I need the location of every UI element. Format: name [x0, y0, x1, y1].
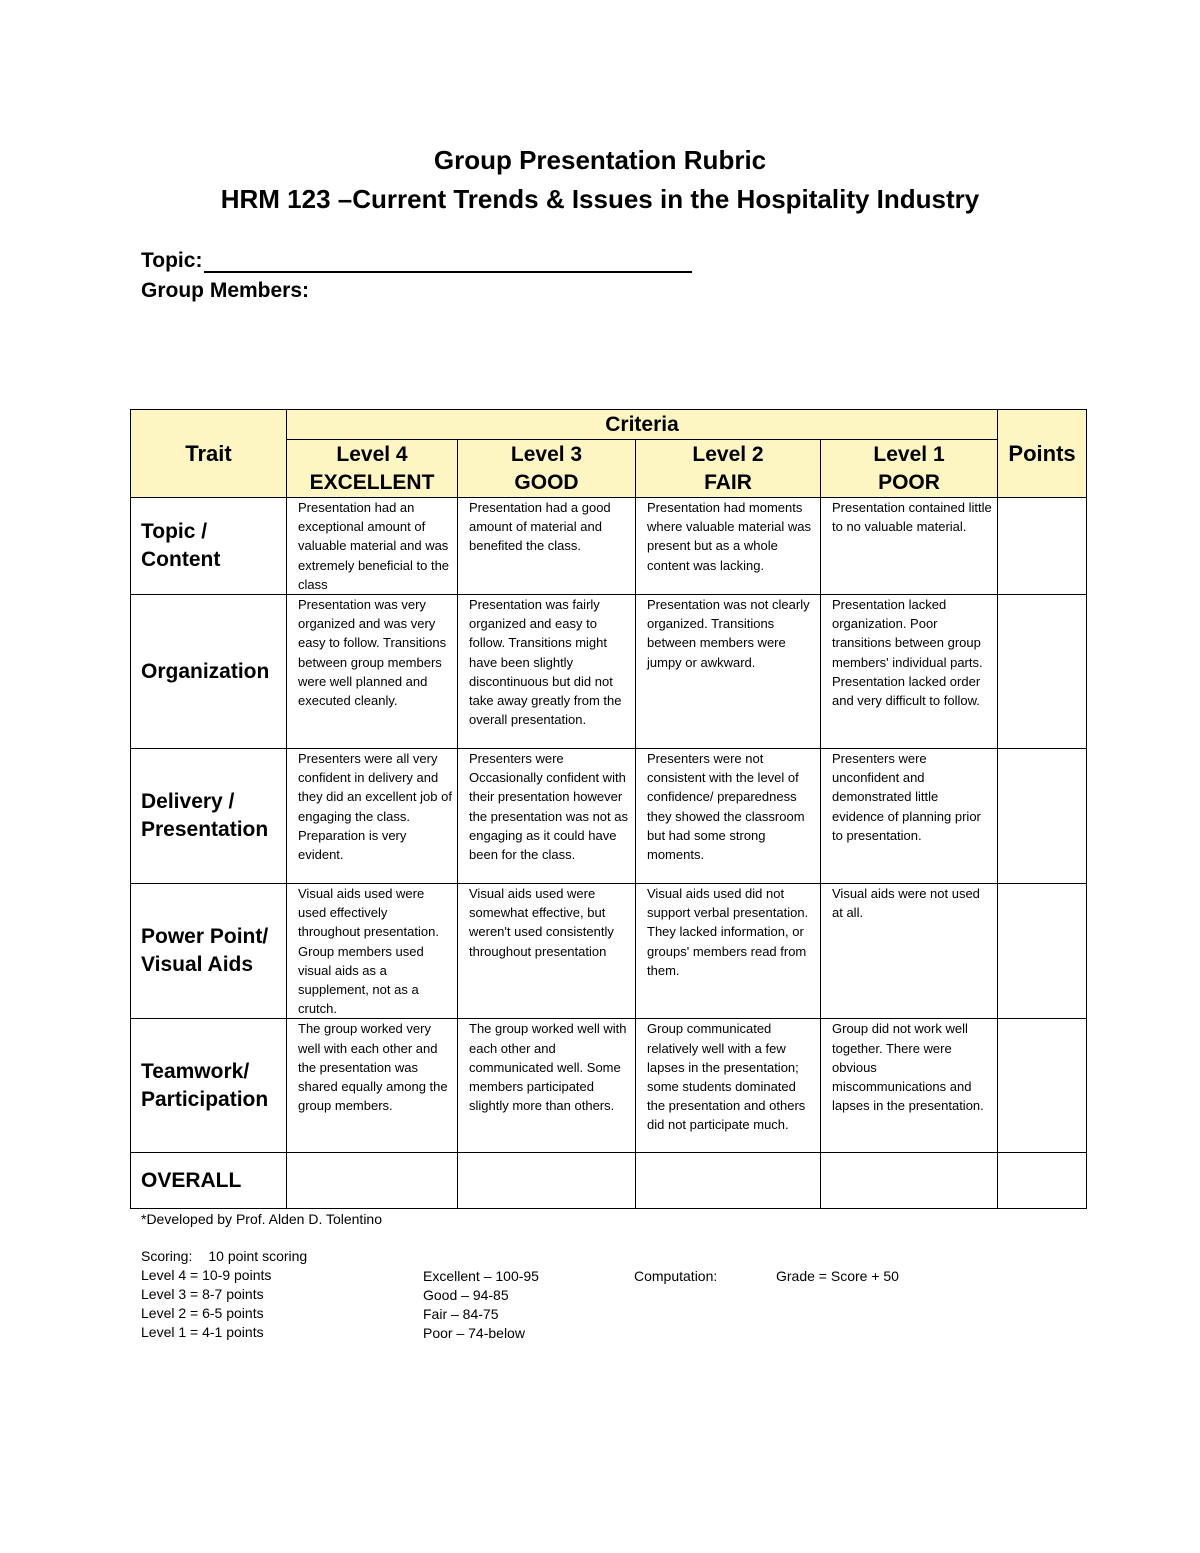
overall-cell[interactable]: [458, 1153, 636, 1209]
page-subtitle: HRM 123 –Current Trends & Issues in the Hospitality Industry: [220, 184, 980, 214]
table-row: [131, 595, 1087, 749]
level-4-header: [287, 440, 458, 498]
topic-field[interactable]: [141, 249, 692, 273]
criteria-cell: Presentation had an exceptional amount of valuable material and was extremely beneficial to the class: [287, 498, 458, 595]
overall-label: OVERALL: [131, 1153, 287, 1209]
criteria-cell: Visual aids used were used effectively throughout presentation. Group members used visual aids as a supplement, not as a crutch.: [287, 884, 458, 1019]
trait-delivery-presentation: [131, 749, 287, 884]
trait-label: Organization: [141, 659, 270, 683]
criteria-cell: The group worked very well with each other and the presentation was shared equally among the group members.: [287, 1019, 458, 1153]
level-label: Level 2: [692, 442, 764, 466]
computation-label: Computation:: [634, 1268, 718, 1284]
trait-organization: [131, 595, 287, 749]
level-2-header: [636, 440, 821, 498]
group-members-label: Group Members:: [141, 279, 310, 302]
scoring-heading-label: Scoring:: [141, 1248, 193, 1264]
trait-teamwork-participation: [131, 1019, 287, 1153]
scoring-grades: [423, 1267, 539, 1343]
overall-cell[interactable]: [821, 1153, 998, 1209]
scoring-grade: Excellent – 100-95: [423, 1268, 539, 1284]
criteria-cell: Visual aids used did not support verbal presentation. They lacked information, or groups' members read from them.: [636, 884, 821, 1019]
criteria-header: Criteria: [287, 410, 998, 440]
criteria-cell: The group worked well with each other and communicated well. Some members participated slightly more than others.: [458, 1019, 636, 1153]
criteria-cell: Presentation was very organized and was very easy to follow. Transitions between group members were well planned and executed cleanly.: [287, 595, 458, 749]
page-title: Group Presentation Rubric: [433, 145, 767, 175]
points-cell[interactable]: [998, 595, 1087, 749]
scoring-level: Level 1 = 4-1 points: [141, 1324, 264, 1340]
criteria-cell: Presenters were Occasionally confident with their presentation however the presentation was not as engaging as it could have been for the class.: [458, 749, 636, 884]
overall-cell[interactable]: [636, 1153, 821, 1209]
level-1-header: [821, 440, 998, 498]
criteria-cell: Presentation was not clearly organized. Transitions between members were jumpy or awkward.: [636, 595, 821, 749]
scoring-grade: Fair – 84-75: [423, 1306, 499, 1322]
table-row-overall: [131, 1153, 1087, 1209]
criteria-cell: Presentation was fairly organized and easy to follow. Transitions might have been slightly discontinuous but did not take away greatly from the overall presentation.: [458, 595, 636, 749]
points-cell[interactable]: [998, 1019, 1087, 1153]
trait-label: Participation: [141, 1087, 269, 1111]
table-row: [131, 884, 1087, 1019]
rubric-table: [130, 409, 1087, 1209]
criteria-cell: Group communicated relatively well with a few lapses in the presentation; some students dominated the presentation and others did not participate much.: [636, 1019, 821, 1153]
scoring-grade: Good – 94-85: [423, 1287, 509, 1303]
criteria-cell: Presentation had a good amount of material and benefited the class.: [458, 498, 636, 595]
points-cell[interactable]: [998, 749, 1087, 884]
criteria-cell: Presentation had moments where valuable material was present but as a whole content was lacking.: [636, 498, 821, 595]
criteria-cell: Presentation lacked organization. Poor transitions between group members' individual parts. Presentation lacked order and very difficult to follow.: [821, 595, 998, 749]
trait-label: Delivery /: [141, 790, 235, 814]
trait-label: Visual Aids: [141, 953, 254, 977]
trait-label: Presentation: [141, 818, 269, 842]
scoring-levels: [141, 1247, 307, 1342]
trait-header: Trait: [131, 410, 287, 498]
scoring-heading-value: 10 point scoring: [208, 1248, 308, 1264]
trait-power-point-visual-aids: [131, 884, 287, 1019]
scoring-level: Level 2 = 6-5 points: [141, 1305, 264, 1321]
criteria-cell: Presenters were all very confident in delivery and they did an excellent job of engaging the class. Preparation is very evident.: [287, 749, 458, 884]
computation-formula: Grade = Score + 50: [776, 1268, 899, 1284]
points-cell[interactable]: [998, 498, 1087, 595]
points-cell[interactable]: [998, 884, 1087, 1019]
criteria-cell: Visual aids were not used at all.: [821, 884, 998, 1019]
level-label: Level 3: [510, 442, 583, 466]
table-row: [131, 498, 1087, 595]
scoring-heading: [141, 1247, 307, 1266]
scoring-level: Level 3 = 8-7 points: [141, 1286, 264, 1302]
trait-topic-content: [131, 498, 287, 595]
trait-label: Content: [141, 548, 221, 571]
topic-blank-line[interactable]: [204, 251, 692, 273]
table-row: [131, 749, 1087, 884]
developer-footnote: *Developed by Prof. Alden D. Tolentino: [141, 1211, 383, 1227]
topic-label: Topic:: [141, 249, 203, 272]
level-rating: FAIR: [704, 470, 752, 494]
criteria-cell: Group did not work well together. There were obvious miscommunications and lapses in the presentation.: [821, 1019, 998, 1153]
criteria-cell: Presentation contained little to no valuable material.: [821, 498, 998, 595]
level-3-header: [458, 440, 636, 498]
level-label: Level 1: [873, 442, 945, 466]
points-header: Points: [998, 410, 1087, 498]
overall-points-cell[interactable]: [998, 1153, 1087, 1209]
criteria-cell: Visual aids used were somewhat effective, but weren't used consistently throughout presentation: [458, 884, 636, 1019]
overall-cell[interactable]: [287, 1153, 458, 1209]
level-rating: GOOD: [514, 470, 579, 494]
trait-label: Power Point/: [141, 925, 269, 949]
level-rating: EXCELLENT: [309, 470, 435, 494]
trait-label: Teamwork/: [141, 1059, 250, 1083]
criteria-cell: Presenters were unconfident and demonstrated little evidence of planning prior to presentation.: [821, 749, 998, 884]
scoring-grade: Poor – 74-below: [423, 1325, 525, 1341]
scoring-level: Level 4 = 10-9 points: [141, 1267, 272, 1283]
trait-label: Topic /: [141, 520, 208, 543]
level-label: Level 4: [336, 442, 408, 466]
table-row: [131, 1019, 1087, 1153]
criteria-cell: Presenters were not consistent with the level of confidence/ preparedness they showed the classroom but had some strong moments.: [636, 749, 821, 884]
level-rating: POOR: [878, 470, 940, 494]
